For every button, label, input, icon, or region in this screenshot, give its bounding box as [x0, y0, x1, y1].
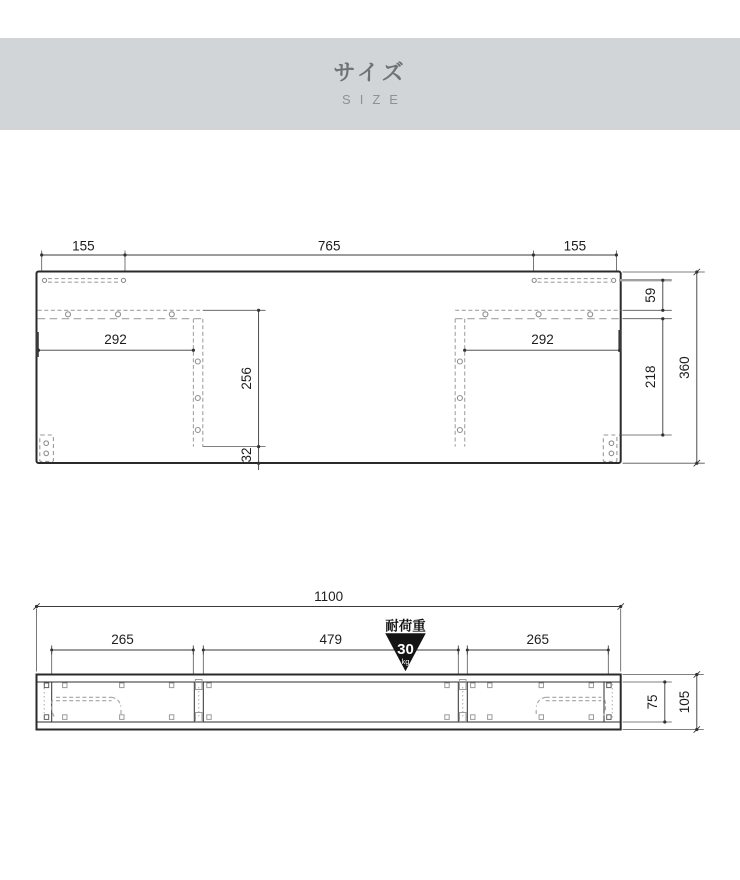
screw-strip-right — [532, 278, 616, 282]
hinge-plate-right — [455, 310, 620, 446]
mount-box-bottom-right — [603, 435, 617, 461]
corner-fittings-top — [44, 683, 611, 688]
dim-top-middle: 765 — [317, 238, 341, 254]
dim-plate-right: 292 — [531, 332, 554, 348]
dim-inner-bottom: 32 — [238, 447, 254, 463]
flap-door-outline-left — [52, 697, 121, 716]
top-view-depth-dimensions — [619, 269, 705, 467]
load-capacity-badge — [385, 618, 426, 672]
top-view — [37, 239, 705, 471]
dim-total-height: 105 — [676, 690, 692, 714]
load-capacity-label: 耐荷重 — [385, 618, 426, 634]
front-view — [33, 589, 704, 733]
dim-upper-gap: 59 — [642, 287, 658, 303]
load-capacity-value: 30 — [397, 641, 414, 658]
divider-left — [194, 680, 203, 723]
hinge-plate-left — [38, 310, 203, 446]
dim-compartment-right: 265 — [526, 631, 550, 647]
front-compartment-dimensions — [50, 632, 610, 674]
dim-top-left: 155 — [72, 238, 95, 254]
load-capacity-unit: kg — [401, 657, 410, 666]
dim-front-total-width: 1100 — [314, 588, 344, 604]
dim-mid-gap: 218 — [642, 365, 658, 389]
front-total-width-dimension — [33, 589, 624, 672]
top-view-width-dimensions — [40, 239, 618, 272]
dim-compartment-left: 265 — [111, 631, 134, 647]
dim-plate-left: 292 — [104, 332, 127, 348]
flap-door-outline-right — [536, 697, 605, 716]
plate-width-dimension-right — [463, 332, 621, 352]
top-view-outline — [37, 272, 621, 464]
dim-opening-height: 75 — [645, 694, 660, 710]
mount-box-bottom-left — [40, 435, 54, 461]
screw-strip-left — [42, 278, 125, 282]
plate-width-dimension-left — [37, 332, 195, 352]
dim-top-right: 155 — [563, 238, 587, 254]
page-subtitle: SIZE — [342, 92, 407, 107]
divider-right — [458, 680, 467, 723]
dim-inner-depth: 256 — [238, 367, 254, 390]
dim-total-depth: 360 — [676, 356, 692, 379]
front-height-dimensions — [623, 671, 704, 732]
inner-depth-dimensions — [203, 309, 266, 470]
page-title: サイズ — [333, 60, 407, 85]
dim-compartment-middle: 479 — [319, 631, 343, 647]
corner-fittings-bottom — [44, 715, 611, 720]
